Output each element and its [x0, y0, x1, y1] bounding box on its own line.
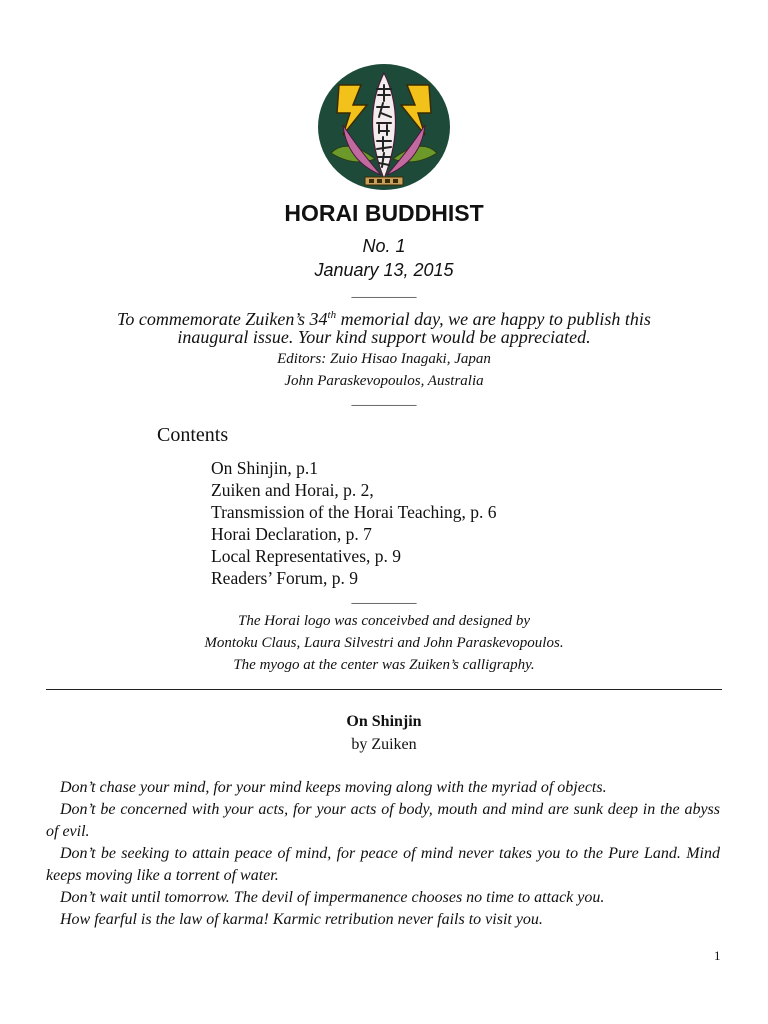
separator-editors: __________	[351, 392, 417, 407]
toc-item: Transmission of the Horai Teaching, p. 6	[211, 502, 497, 522]
article-paragraph: Don’t be concerned with your acts, for your acts of body, mouth and mind are sunk deep in the abyss of evil.	[46, 801, 720, 840]
logo-note-line-1: The Horai logo was conceivbed and designed by	[237, 613, 531, 629]
issue-number: No. 1	[362, 236, 406, 256]
article-paragraph: Don’t chase your mind, for your mind keeps moving along with the myriad of objects.	[60, 779, 607, 796]
editors-line-1: Editors: Zuio Hisao Inagaki, Japan	[277, 351, 491, 367]
article-paragraph: Don’t wait until tomorrow. The devil of impermanence chooses no time to attack you.	[60, 889, 605, 906]
toc-item: Zuiken and Horai, p. 2,	[211, 480, 374, 500]
lotus-emblem-icon	[317, 63, 451, 191]
contents-heading: Contents	[157, 424, 229, 446]
issue-date: January 13, 2015	[314, 260, 454, 280]
toc-item: Local Representatives, p. 9	[211, 546, 402, 566]
toc-item: Readers’ Forum, p. 9	[211, 568, 358, 588]
toc-item: Horai Declaration, p. 7	[211, 524, 372, 544]
horai-logo	[317, 63, 451, 191]
article-body	[46, 777, 720, 931]
horizontal-rule	[46, 689, 722, 690]
article-paragraph: How fearful is the law of karma! Karmic retribution never fails to visit you.	[60, 911, 543, 928]
logo-note-line-2: Montoku Claus, Laura Silvestri and John Paraskevopoulos.	[204, 635, 564, 651]
newsletter-title: HORAI BUDDHIST	[284, 200, 484, 226]
intro-text-a: To commemorate Zuiken’s 34	[117, 309, 328, 329]
article-title: On Shinjin	[346, 713, 422, 730]
logo-note-line-3: The myogo at the center was Zuiken’s calligraphy.	[233, 657, 535, 673]
toc-item: On Shinjin, p.1	[211, 458, 318, 478]
separator-top: __________	[351, 284, 417, 299]
editors-line-2: John Paraskevopoulos, Australia	[284, 373, 484, 389]
table-of-contents	[211, 457, 497, 589]
intro-text-b: memorial day, we are happy to publish this	[336, 309, 651, 329]
separator-contents: __________	[351, 590, 417, 605]
page-number: 1	[714, 948, 721, 963]
intro-line-2: inaugural issue. Your kind support would be appreciated.	[177, 327, 591, 347]
intro-superscript: th	[327, 309, 337, 321]
article-paragraph: Don’t be seeking to attain peace of mind, for peace of mind never takes you to the Pure Land. Mind keeps moving like a torrent of water.	[46, 845, 720, 884]
article-byline: by Zuiken	[351, 736, 417, 753]
